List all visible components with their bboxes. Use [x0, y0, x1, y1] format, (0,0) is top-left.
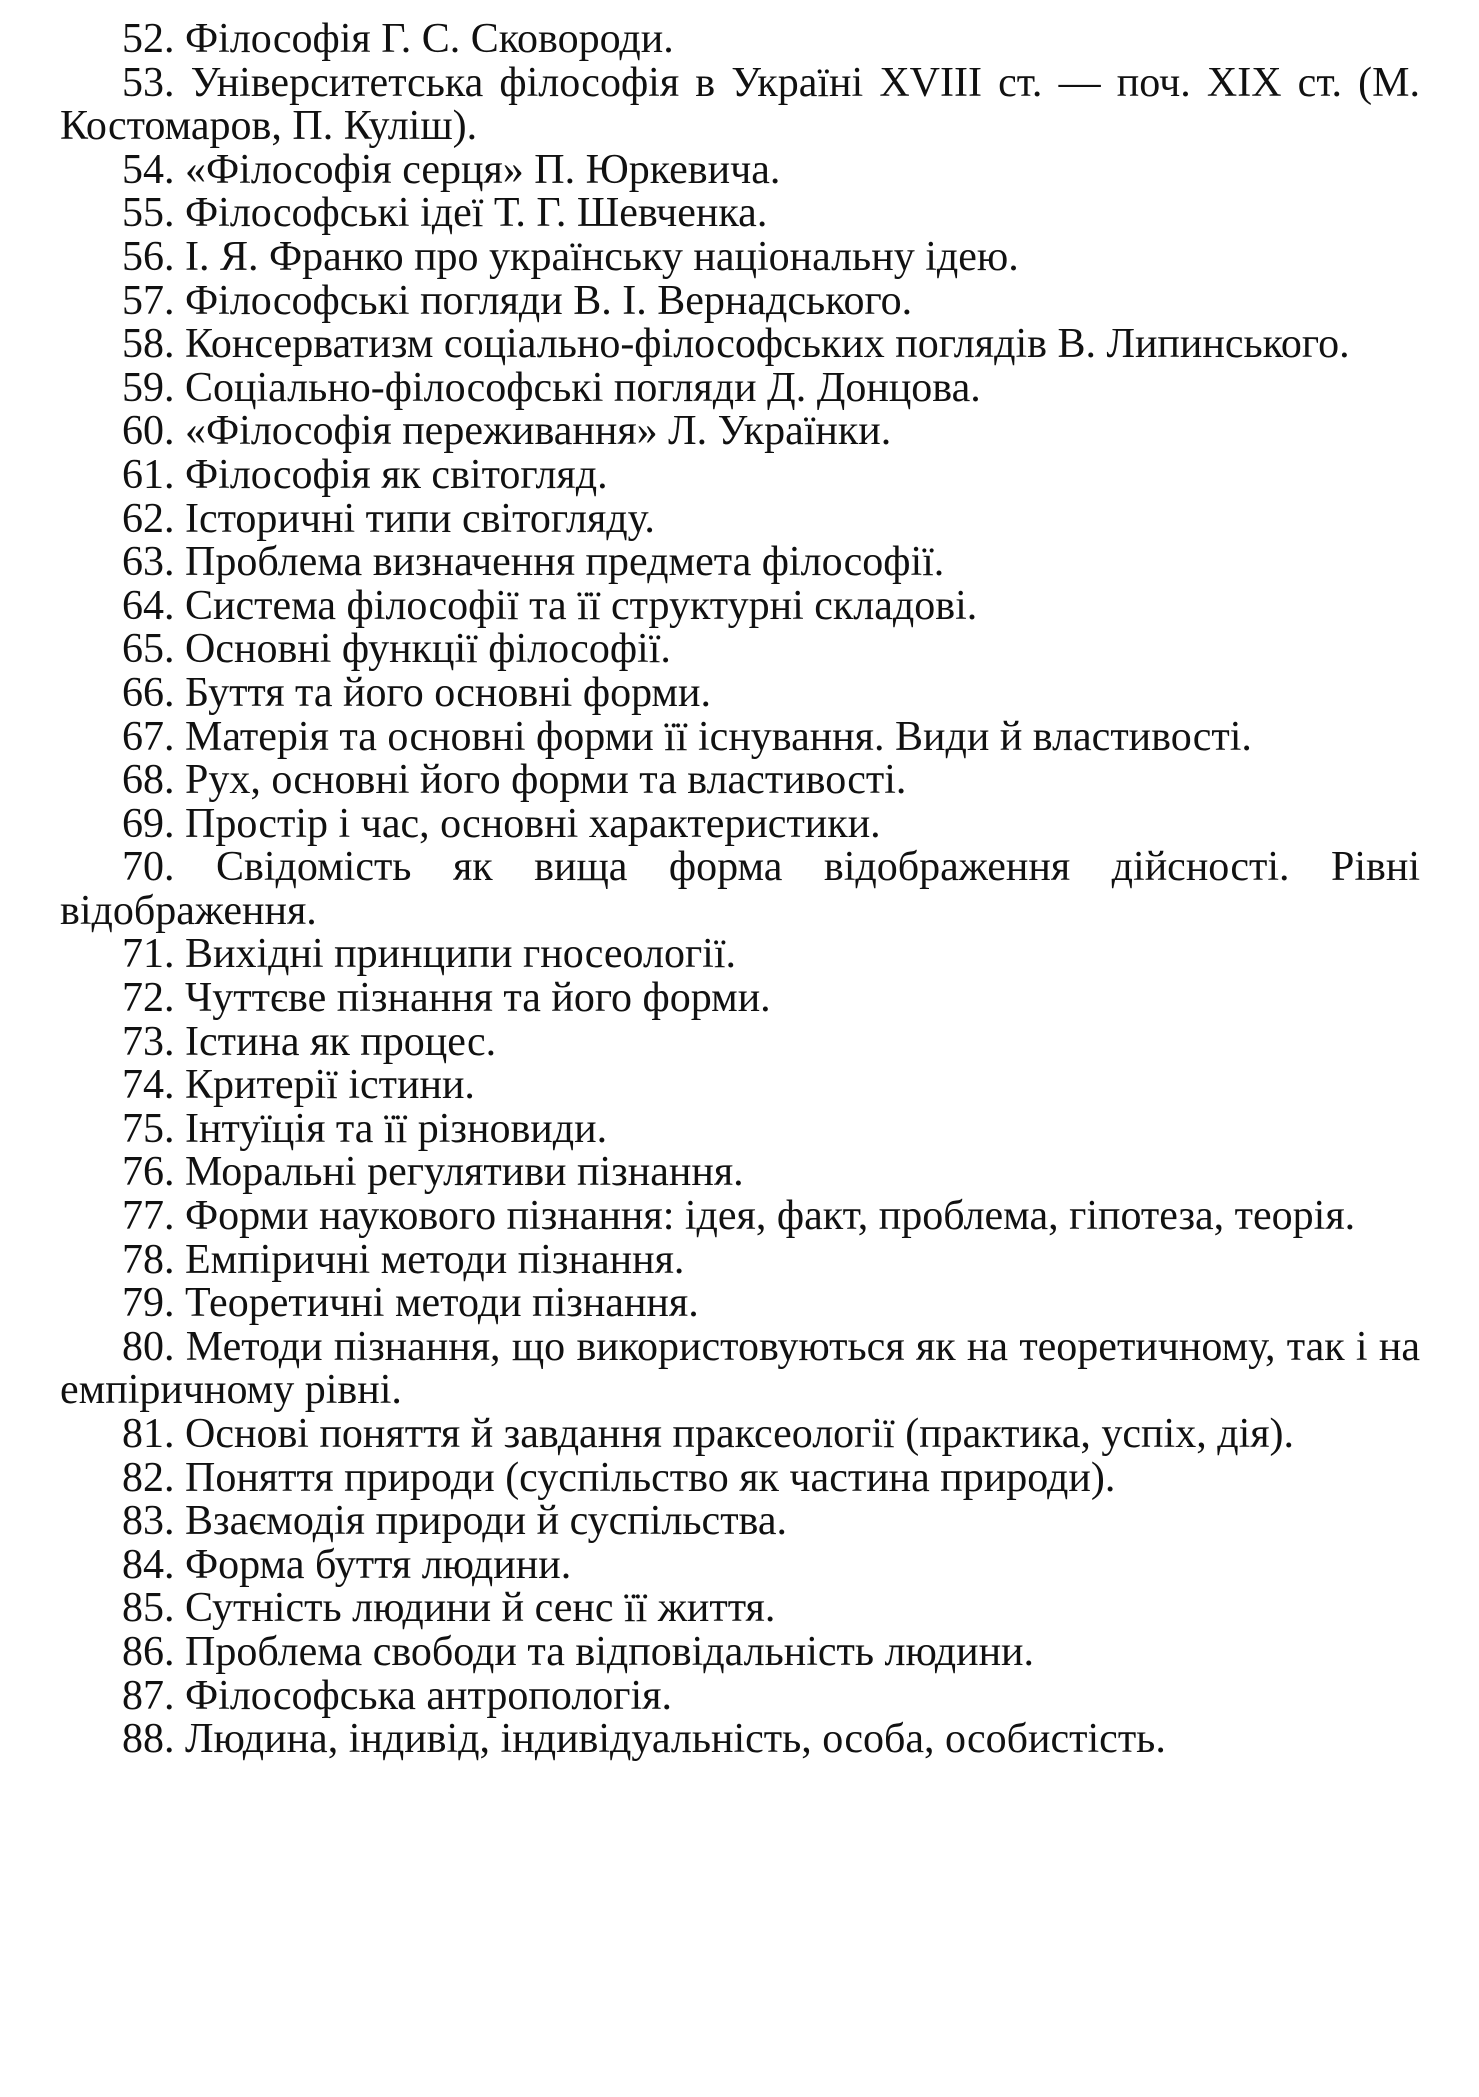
item-number: 86.	[122, 1628, 175, 1675]
list-item	[60, 933, 1420, 977]
list-item	[60, 1323, 1420, 1414]
item-number: 78.	[122, 1236, 175, 1283]
item-number: 65.	[122, 626, 175, 673]
item-text: Форми наукового пізнання: ідея, факт, проблема, гіпотеза, теорія.	[185, 1193, 1356, 1240]
item-number: 75.	[122, 1105, 175, 1152]
list-item	[60, 1413, 1420, 1457]
list-item	[60, 669, 1420, 716]
document-page	[60, 18, 1420, 1762]
list-item	[60, 1628, 1420, 1675]
item-text: І. Я. Франко про українську національну ідею.	[185, 233, 1019, 280]
list-item	[60, 495, 1420, 542]
item-number: 88.	[122, 1716, 175, 1763]
list-item	[60, 1018, 1420, 1065]
list-item	[60, 323, 1420, 367]
list-item	[60, 1541, 1420, 1588]
list-item	[60, 451, 1420, 498]
item-text: Істина як процес.	[185, 1018, 497, 1065]
item-text: Соціально-філософські погляди Д. Донцова.	[185, 364, 981, 411]
item-number: 73.	[122, 1018, 175, 1065]
item-number: 80.	[122, 1323, 175, 1370]
list-item	[60, 146, 1420, 193]
list-item	[60, 364, 1420, 411]
item-text: Історичні типи світогляду.	[185, 495, 655, 542]
list-item	[60, 628, 1420, 672]
list-item	[60, 800, 1420, 847]
list-item	[60, 1236, 1420, 1283]
item-number: 64.	[122, 582, 175, 629]
list-item	[60, 192, 1420, 236]
item-text: Сутність людини й сенс її життя.	[185, 1585, 776, 1632]
item-number: 66.	[122, 669, 175, 716]
item-number: 83.	[122, 1498, 175, 1545]
item-text: Емпіричні методи пізнання.	[185, 1236, 685, 1283]
list-item	[60, 1064, 1420, 1108]
item-number: 55.	[122, 190, 175, 237]
item-text: Філософські ідеї Т. Г. Шевченка.	[185, 190, 768, 237]
item-number: 67.	[122, 713, 175, 760]
item-text: Людина, індивід, індивідуальність, особа, особистість.	[185, 1716, 1166, 1763]
item-number: 60.	[122, 408, 175, 455]
item-number: 70.	[122, 844, 175, 891]
item-number: 84.	[122, 1541, 175, 1588]
question-list	[60, 18, 1420, 1762]
item-text: Свідомість як вища форма відображення дійсності. Рівні відображення.	[60, 844, 1420, 934]
item-number: 82.	[122, 1454, 175, 1501]
item-text: Критерії істини.	[185, 1062, 475, 1109]
item-text: Система філософії та її структурні складові.	[185, 582, 978, 629]
list-item	[60, 1282, 1420, 1326]
item-number: 68.	[122, 757, 175, 804]
item-number: 69.	[122, 800, 175, 847]
item-number: 62.	[122, 495, 175, 542]
list-item	[60, 1718, 1420, 1762]
list-item	[60, 759, 1420, 803]
list-item	[60, 18, 1420, 62]
item-number: 53.	[122, 59, 175, 106]
item-text: Інтуїція та її різновиди.	[185, 1105, 608, 1152]
item-text: Філософія Г. С. Сковороди.	[185, 16, 674, 62]
item-number: 76.	[122, 1149, 175, 1196]
item-number: 54.	[122, 146, 175, 193]
list-item	[60, 1672, 1420, 1719]
list-item	[60, 410, 1420, 454]
list-item	[60, 1500, 1420, 1544]
item-number: 74.	[122, 1062, 175, 1109]
item-number: 85.	[122, 1585, 175, 1632]
list-item	[60, 277, 1420, 324]
item-text: Методи пізнання, що використовуються як на теоретичному, так і на емпіричному рівні.	[60, 1323, 1420, 1414]
item-number: 56.	[122, 233, 175, 280]
item-text: Простір і час, основні характеристики.	[185, 800, 881, 847]
item-number: 58.	[122, 321, 175, 368]
item-text: Матерія та основні форми її існування. Види й властивості.	[185, 713, 1252, 760]
item-text: Теоретичні методи пізнання.	[185, 1280, 699, 1327]
list-item	[60, 846, 1420, 933]
item-text: «Філософія серця» П. Юркевича.	[185, 146, 781, 193]
item-text: Філософія як світогляд.	[185, 451, 608, 498]
item-number: 77.	[122, 1193, 175, 1240]
list-item	[60, 1587, 1420, 1631]
list-item	[60, 1105, 1420, 1152]
list-item	[60, 541, 1420, 585]
item-text: Взаємодія природи й суспільства.	[185, 1498, 787, 1545]
item-text: Проблема свободи та відповідальність людини.	[185, 1628, 1035, 1675]
item-text: «Філософія переживання» Л. Українки.	[185, 408, 892, 455]
list-item	[60, 1454, 1420, 1501]
item-number: 61.	[122, 451, 175, 498]
list-item	[60, 582, 1420, 629]
item-text: Буття та його основні форми.	[185, 669, 711, 716]
item-number: 72.	[122, 975, 175, 1022]
item-text: Поняття природи (суспільство як частина природи).	[185, 1454, 1116, 1501]
item-text: Форма буття людини.	[185, 1541, 572, 1588]
item-text: Моральні регулятиви пізнання.	[185, 1149, 744, 1196]
item-text: Рух, основні його форми та властивості.	[185, 757, 907, 804]
list-item	[60, 59, 1420, 150]
item-text: Вихідні принципи гносеології.	[185, 931, 737, 978]
list-item	[60, 1195, 1420, 1239]
item-number: 63.	[122, 539, 175, 586]
item-number: 81.	[122, 1411, 175, 1457]
item-text: Основні функції філософії.	[185, 626, 671, 673]
item-number: 71.	[122, 931, 175, 978]
item-text: Консерватизм соціально-філософських поглядів В. Липинського.	[185, 321, 1350, 368]
item-text: Філософська антропологія.	[185, 1672, 672, 1719]
item-text: Університетська філософія в Україні XVIII ст. — поч. XIX ст. (М. Костомаров, П. Куліш).	[60, 59, 1420, 150]
item-number: 87.	[122, 1672, 175, 1719]
item-text: Чуттєве пізнання та його форми.	[185, 975, 771, 1022]
list-item	[60, 713, 1420, 760]
item-number: 57.	[122, 277, 175, 324]
item-number: 79.	[122, 1280, 175, 1327]
item-text: Основі поняття й завдання праксеології (практика, успіх, дія).	[185, 1411, 1295, 1457]
list-item	[60, 977, 1420, 1021]
item-text: Проблема визначення предмета філософії.	[185, 539, 945, 586]
item-number: 59.	[122, 364, 175, 411]
item-text: Філософські погляди В. І. Вернадського.	[185, 277, 913, 324]
list-item	[60, 1151, 1420, 1195]
item-number: 52.	[122, 16, 175, 62]
list-item	[60, 233, 1420, 280]
